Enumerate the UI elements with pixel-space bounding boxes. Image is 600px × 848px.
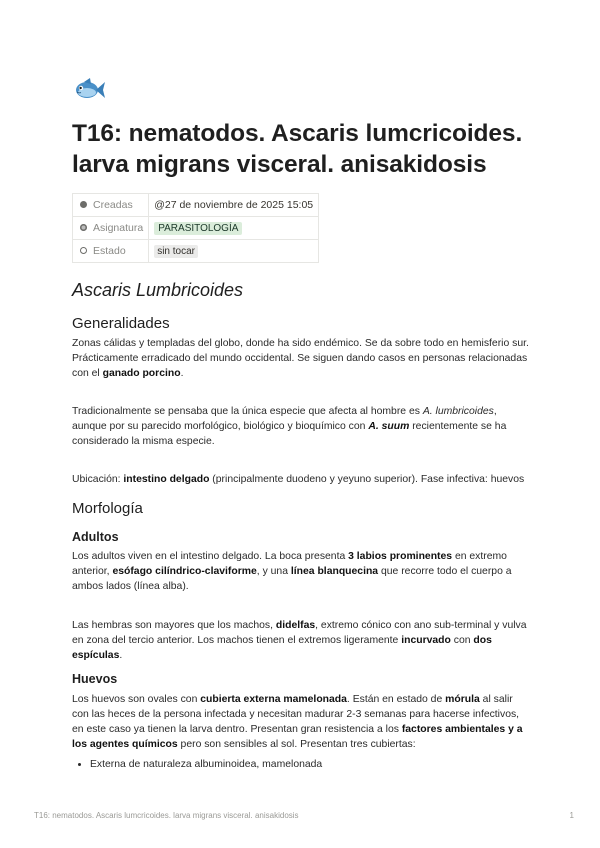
paragraph-generalidades-2: Tradicionalmente se pensaba que la única especie que afecta al hombre es A. lumbricoides, aunque por su parecido morfológico, biológico y bioquímico con A. suum recientemente se ha considerado la misma especie. — [72, 406, 507, 447]
page-number: 1 — [569, 811, 574, 820]
fish-emoji-icon — [72, 76, 106, 104]
property-label: Estado — [93, 245, 126, 257]
clock-icon — [80, 201, 87, 208]
footer-title: T16: nematodos. Ascaris lumcricoides. larva migrans visceral. anisakidosis — [34, 811, 299, 820]
property-label: Creadas — [93, 199, 133, 211]
heading-ascaris: Ascaris Lumbricoides — [72, 280, 244, 300]
subject-tag[interactable]: PARASITOLOGÍA — [154, 222, 242, 235]
heading-morfologia: Morfología — [72, 500, 143, 517]
bullet-list — [72, 757, 530, 772]
heading-generalidades: Generalidades — [72, 315, 170, 332]
paragraph-adultos-1: Los adultos viven en el intestino delgado. La boca presenta 3 labios prominentes en extremo anterior, esófago cilíndrico-claviforme, y una línea blanquecina que recorre todo el cuerpo a ambos lados (línea alba). — [72, 551, 512, 592]
property-label: Asignatura — [93, 222, 144, 234]
property-row-estado[interactable] — [73, 240, 319, 263]
status-icon — [80, 247, 87, 254]
paragraph-generalidades-1: Zonas cálidas y templadas del globo, donde ha sido endémico. Se da sobre todo en hemisferio sur. Prácticamente erradicado del mundo occidental. Se siguen dando casos en personas relacionadas con el ganado porcino. — [72, 338, 529, 379]
property-value-date: @27 de noviembre de 2025 15:05 — [154, 199, 314, 211]
paragraph-ubicacion: Ubicación: intestino delgado (principalmente duodeno y yeyuno superior). Fase infectiva: huevos — [72, 474, 525, 485]
heading-huevos: Huevos — [72, 672, 118, 686]
property-row-creadas[interactable] — [73, 194, 319, 217]
select-icon — [80, 224, 87, 231]
paragraph-adultos-2: Las hembras son mayores que los machos, didelfas, extremo cónico con ano sub-terminal y vulva en zona del tercio anterior. Los machos tienen el extremos ligeramente incurvado con dos espículas. — [72, 620, 527, 661]
property-row-asignatura[interactable] — [73, 217, 319, 240]
properties-table — [72, 193, 319, 263]
list-item: • Externa de naturaleza albuminoidea, mamelonada — [90, 757, 530, 772]
paragraph-huevos-1: Los huevos son ovales con cubierta externa mamelonada. Están en estado de mórula al salir con las heces de la persona infectada y necesitan madurar 2-3 semanas para hacerse infectivos, en este caso ya tienen la larva dentro. Presentan gran resistencia a los factores ambientales y a los agentes químicos pero son sensibles al sol. Presentan tres cubiertas: — [72, 694, 523, 750]
page-title: T16: nematodos. Ascaris lumcricoides. larva migrans visceral. anisakidosis — [72, 120, 523, 178]
page-footer — [34, 811, 574, 820]
heading-adultos: Adultos — [72, 530, 119, 544]
status-tag[interactable]: sin tocar — [154, 245, 198, 258]
